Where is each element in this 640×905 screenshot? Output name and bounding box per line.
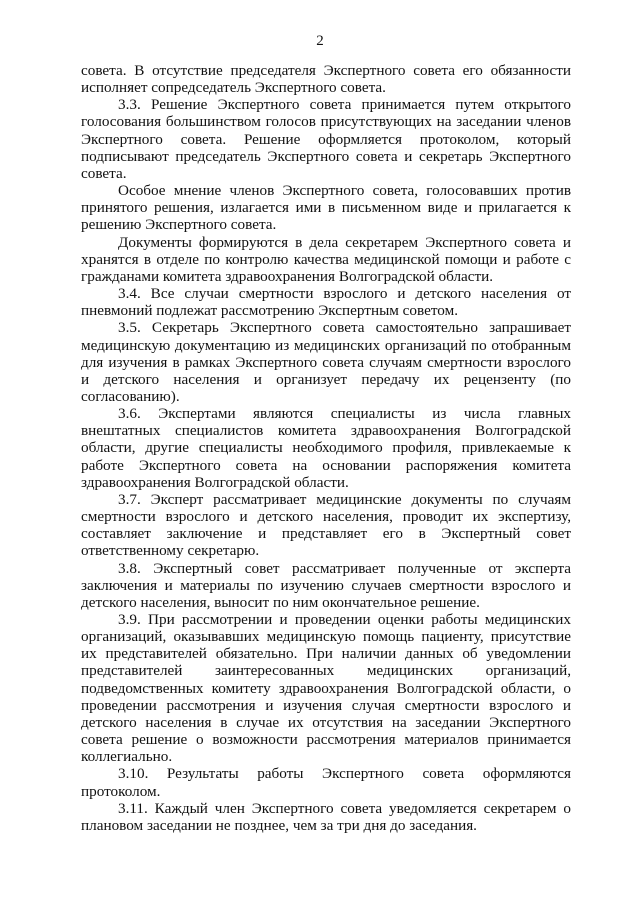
paragraph-9: 3.8. Экспертный совет рассматривает полученные от эксперта заключения и материалы по изучению случаев смертности взрослого и детского населения, выносит по ним окончательное решение. [81,559,571,611]
paragraph-10: 3.9. При рассмотрении и проведении оценки работы медицинских организаций, оказывавших медицинскую помощь пациенту, присутствие их представителей обязательно. При наличии данных об уведомлении представителей заинтересованных медицинских организаций, подведомственных комитету здравоохранения Волгоградской области, о проведении рассмотрения и изучения случая смертности взрослого и детского населения в случае их отсутствия на заседании Экспертного совета решение о возможности рассмотрения материалов принимается коллегиально. [81,611,571,766]
page-number: 2 [316,33,324,49]
paragraph-4: Документы формируются в дела секретарем Экспертного совета и хранятся в отделе по контролю качества медицинской помощи и работе с гражданами комитета здравоохранения Волгоградской области. [81,233,571,285]
paragraph-1: совета. В отсутствие председателя Экспертного совета его обязанности исполняет сопредседатель Экспертного совета. [81,62,571,97]
paragraph-3: Особое мнение членов Экспертного совета, голосовавших против принятого решения, излагается ими в письменном виде и прилагается к решению Экспертного совета. [81,182,571,234]
paragraph-7: 3.6. Экспертами являются специалисты из числа главных внештатных специалистов комитета здравоохранения Волгоградской области, другие специалисты необходимого профиля, привлекаемые к работе Экспертного совета на основании распоряжения комитета здравоохранения Волгоградской области. [81,405,571,491]
paragraph-6: 3.5. Секретарь Экспертного совета самостоятельно запрашивает медицинскую документацию из медицинских организаций по отобранным для изучения в рамках Экспертного совета случаям смертности взрослого и детского населения и организует передачу их рецензенту (по согласованию). [81,319,571,405]
paragraph-5: 3.4. Все случаи смертности взрослого и детского населения от пневмоний подлежат рассмотрению Экспертным советом. [81,285,571,320]
document-body [81,62,571,834]
paragraph-2: 3.3. Решение Экспертного совета принимается путем открытого голосования большинством голосов присутствующих на заседании членов Экспертного совета. Решение оформляется протоколом, который подписывают председатель Экспертного совета и секретарь Экспертного совета. [81,96,571,182]
paragraph-12: 3.11. Каждый член Экспертного совета уведомляется секретарем о плановом заседании не позднее, чем за три дня до заседания. [81,799,571,834]
paragraph-11: 3.10. Результаты работы Экспертного совета оформляются протоколом. [81,765,571,800]
paragraph-8: 3.7. Эксперт рассматривает медицинские документы по случаям смертности взрослого и детского населения, проводит их экспертизу, составляет заключение и представляет его в Экспертный совет ответственному секретарю. [81,490,571,560]
